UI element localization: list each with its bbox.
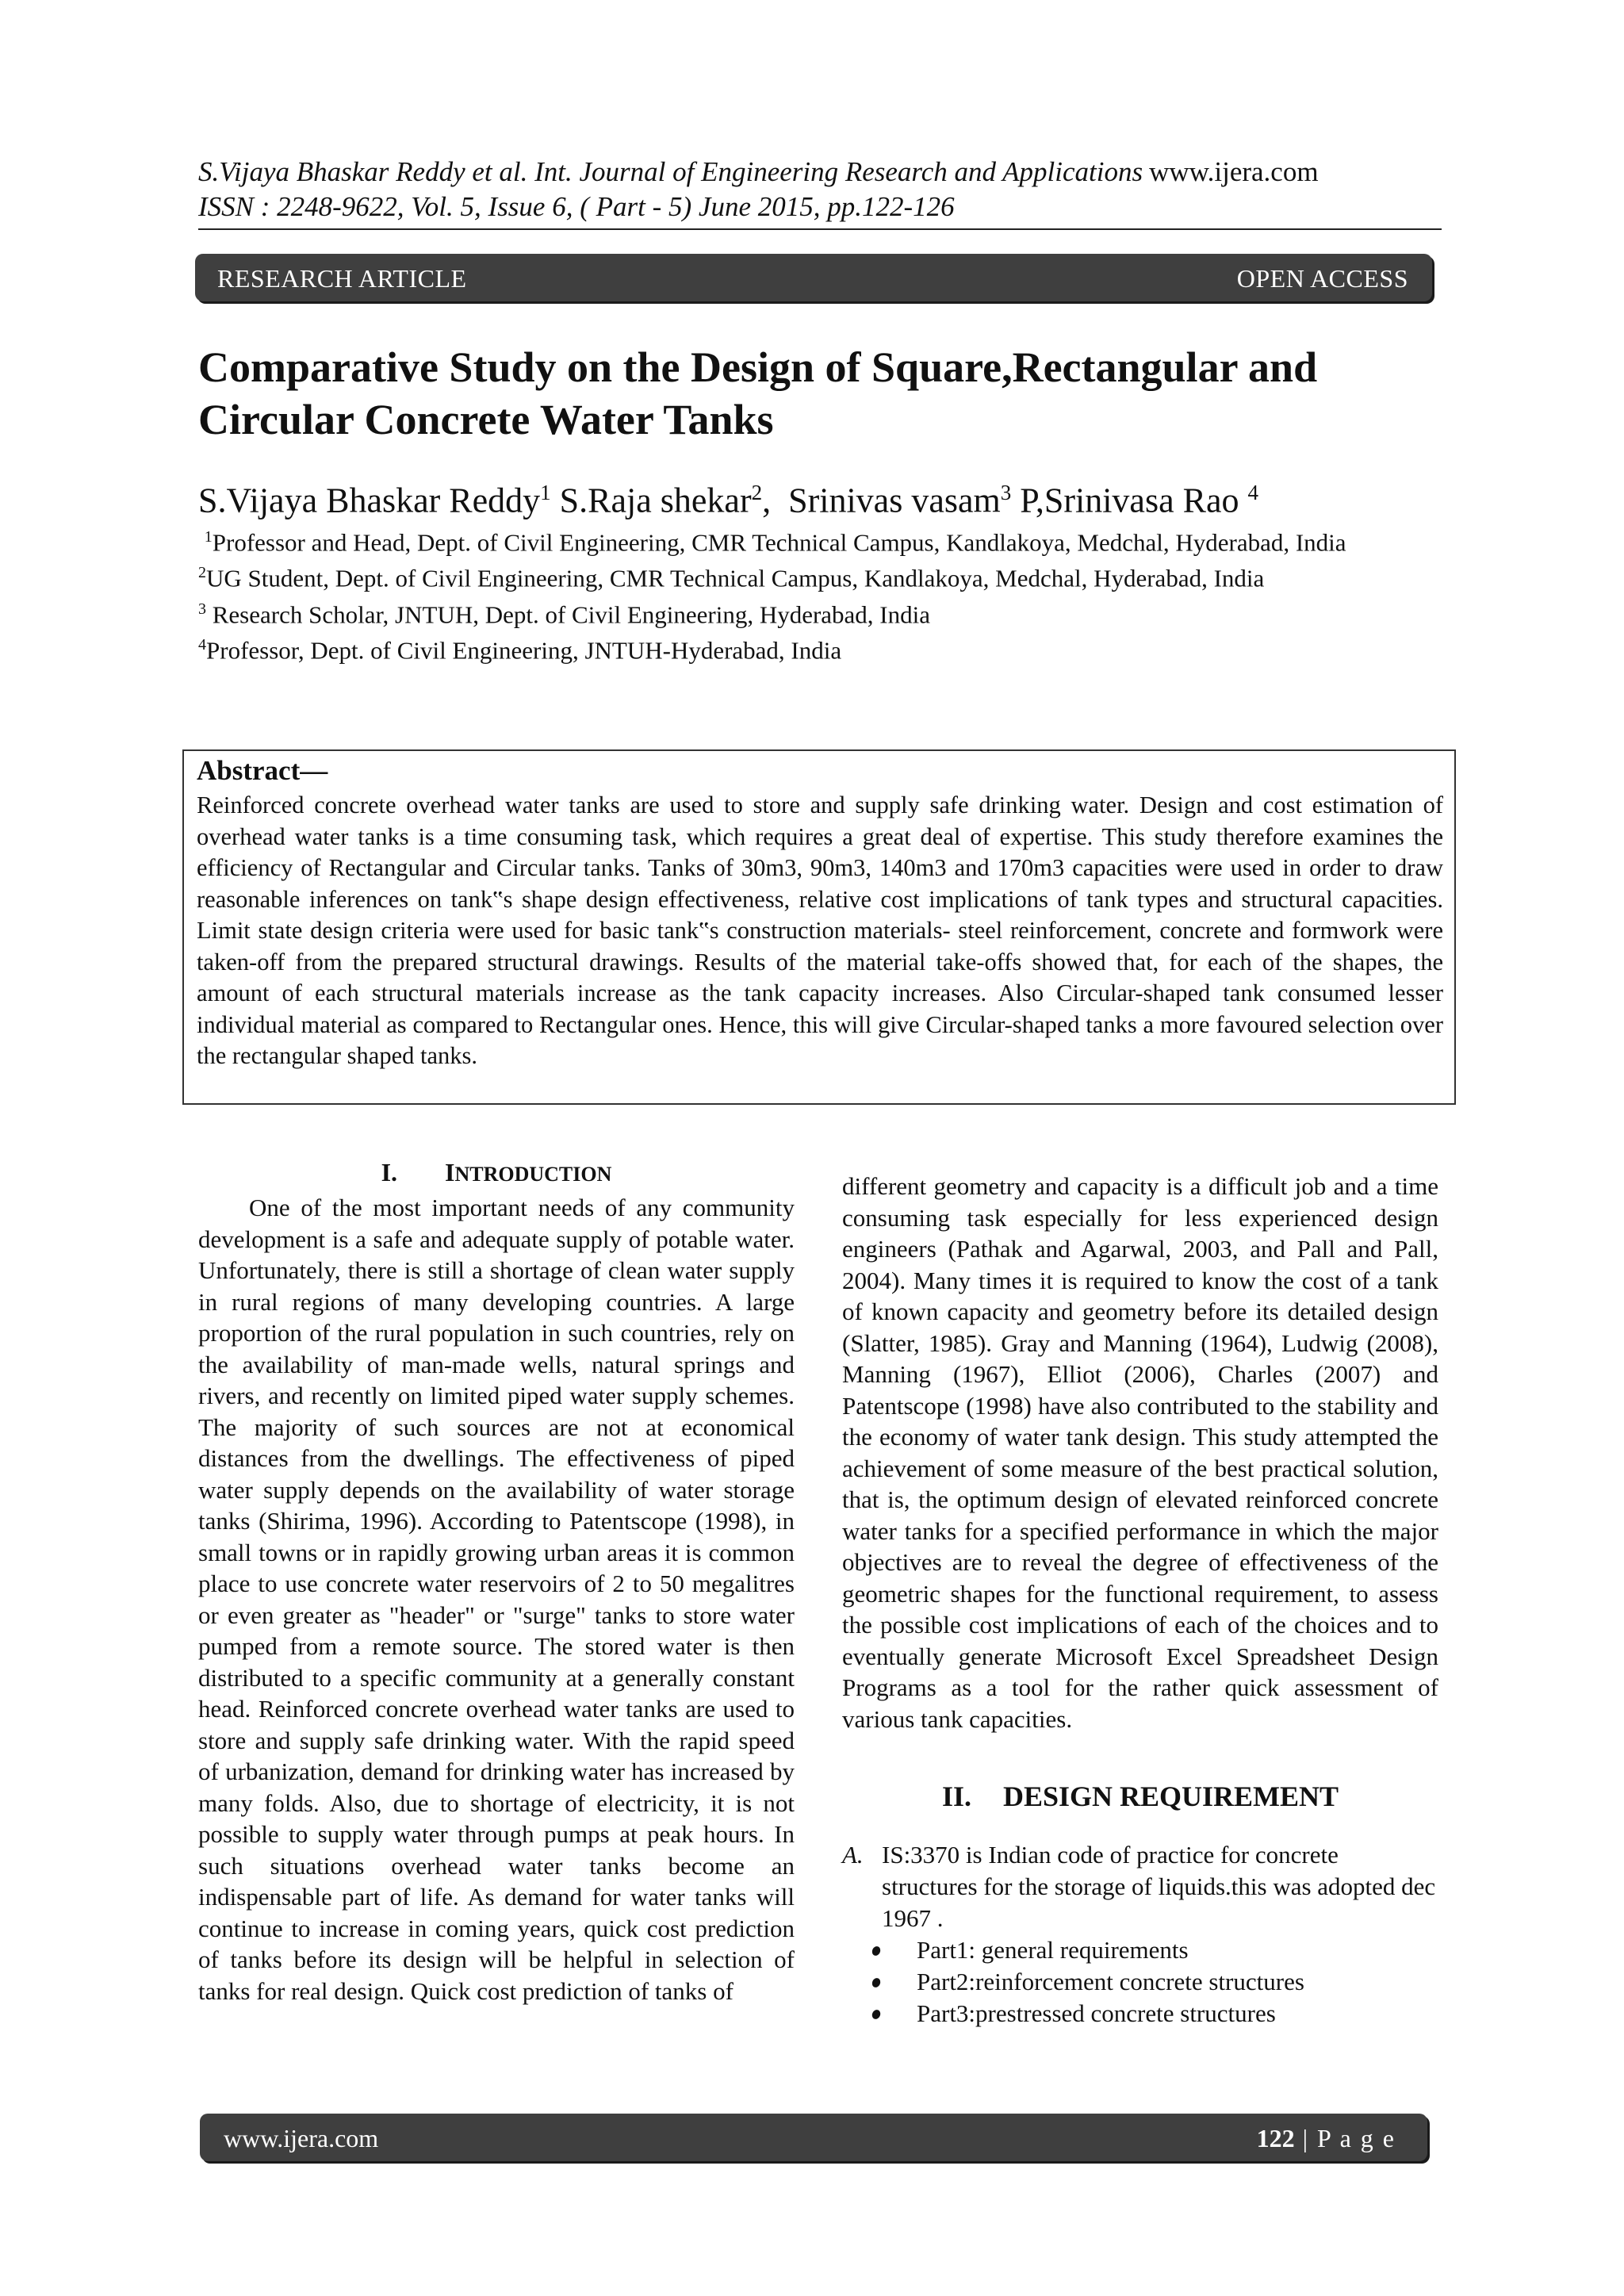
header-website-link[interactable]: www.ijera.com: [1149, 156, 1319, 187]
bullet-icon: [871, 2008, 882, 2020]
affiliation-text: UG Student, Dept. of Civil Engineering, CMR Technical Campus, Kandlakoya, Medchal, Hyderabad, India: [206, 564, 1265, 592]
list-item-text: Part2:reinforcement concrete structures: [917, 1968, 1304, 1995]
author-affiliation-marker: 1: [540, 481, 551, 504]
affiliation-line: [198, 522, 1443, 558]
affiliation-marker: 2: [198, 564, 206, 582]
affiliation-marker: 1: [204, 528, 213, 546]
author-name: Srinivas vasam: [788, 481, 1001, 520]
page-number-label: [1257, 2124, 1396, 2153]
introduction-paragraph: One of the most important needs of any community development is a safe and adequate supply of potable water. Unfortunately, there is still a shortage of clean water supply in rural regions of many developing countries. A large proportion of the rural population in such countries, rely on the availability of man-made wells, natural springs and rivers, and recently on limited piped water supply schemes. The majority of such sources are not at economical distances from the dwellings. The effectiveness of piped water supply depends on the availability of water storage tanks (Shirima, 1996). According to Patentscope (1998), in small towns or in rapidly growing urban areas it is common place to use concrete water reservoirs of 2 to 50 megalitres or even greater as "header" or "surge" tanks to store water pumped from a remote source. The stored water is then distributed to a specific community at a generally constant head. Reinforced concrete overhead water tanks are used to store and supply safe drinking water. With the rapid speed of urbanization, demand for drinking water has increased by many folds. Also, due to shortage of electricity, it is not possible to supply water through pumps at peak hours. In such situations overhead water tanks become an indispensable part of life. As demand for water tanks will continue to increase in coming years, quick cost prediction of tanks before its design will be helpful in selection of tanks for real design. Quick cost prediction of tanks of: [198, 1194, 795, 2005]
footer-website-link[interactable]: www.ijera.com: [224, 2124, 379, 2152]
affiliation-line: [198, 594, 1443, 630]
author-name: S.Vijaya Bhaskar Reddy: [198, 481, 541, 520]
subsection-text: IS:3370 is Indian code of practice for concrete structures for the storage of liquids.this was adopted dec 1967 .: [882, 1841, 1436, 1932]
section-number: II.: [941, 1780, 971, 1812]
section-heading-design-requirement: [842, 1779, 1438, 1814]
running-header-citation: [198, 155, 1319, 189]
page-label: | P a g e: [1294, 2124, 1396, 2152]
author-name: P,Srinivasa Rao: [1020, 481, 1239, 520]
header-divider: [198, 228, 1442, 230]
subsection-label: A.: [842, 1841, 864, 1869]
access-type-label: OPEN ACCESS: [1236, 264, 1408, 293]
page-footer: [200, 2114, 1427, 2161]
running-header-issn: ISSN : 2248-9622, Vol. 5, Issue 6, ( Part - 5) June 2015, pp.122-126: [198, 191, 955, 222]
right-column: [842, 1171, 1438, 2030]
section-title: DESIGN REQUIREMENT: [1002, 1780, 1339, 1812]
list-item: [842, 1966, 1438, 1998]
list-item: [842, 1998, 1438, 2030]
abstract-body: Reinforced concrete overhead water tanks are used to store and supply safe drinking water. Design and cost estimation of overhead water tanks is a time consuming task, which requires a great deal of expertise. This study therefore examines the efficiency of Rectangular and Circular tanks. Tanks of 30m3, 90m3, 140m3 and 170m3 capacities were used in order to draw reasonable inferences on tank‟s shape design effectiveness, relative cost implications of tank types and structural capacities. Limit state design criteria were used for basic tank‟s construction materials- steel reinforcement, concrete and formwork were taken-off from the prepared structural drawings. Results of the material take-offs showed that, for each of the shapes, the amount of each structural materials increase as the tank capacity increases. Also Circular-shaped tank consumed lesser individual material as compared to Rectangular ones. Hence, this will give Circular-shaped tanks a more favoured selection over the rectangular shaped tanks.: [197, 792, 1443, 1069]
bullet-icon: [871, 1945, 882, 1957]
author-affiliation-marker: 4: [1247, 481, 1258, 504]
paper-title: Comparative Study on the Design of Square,Rectangular and Circular Concrete Water Tanks: [198, 343, 1318, 443]
list-item-text: Part3:prestressed concrete structures: [917, 1999, 1276, 2027]
header-citation-text: S.Vijaya Bhaskar Reddy et al. Int. Journal of Engineering Research and Applications: [198, 156, 1143, 187]
affiliation-text: Professor, Dept. of Civil Engineering, JNTUH-Hyderabad, India: [206, 636, 842, 665]
affiliation-line: [198, 630, 1443, 665]
author-list: S.Vijaya Bhaskar Reddy$^1$ S.Raja shekar$^2$, Srinivas vasam$^3$ P,Srinivasa Rao $^4$: [198, 481, 1258, 520]
article-type-banner: [195, 254, 1432, 301]
list-item-text: Part1: general requirements: [917, 1936, 1189, 1964]
list-item: [842, 1934, 1438, 1966]
section-number: I.: [381, 1158, 398, 1186]
bullet-icon: [871, 1976, 882, 1988]
section-title-rest: NTRODUCTION: [454, 1163, 612, 1186]
affiliation-list: [198, 522, 1443, 665]
section-title-initial: I: [445, 1158, 455, 1186]
author-affiliation-marker: 2: [751, 481, 763, 504]
affiliation-line: [198, 558, 1443, 593]
article-type-label: RESEARCH ARTICLE: [217, 264, 467, 293]
introduction-paragraph-continued: different geometry and capacity is a difficult job and a time consuming task especially for less experienced design engineers (Pathak and Agarwal, 2003, and Pall and Pall, 2004). Many times it is required to know the cost of a tank of known capacity and geometry before its detailed design (Slatter, 1985). Gray and Manning (1964), Ludwig (2008), Manning (1967), Elliot (2006), Charles (2007) and Patentscope (1998) have also contributed to the stability and the economy of water tank design. This study attempted the achievement of some measure of the best practical solution, that is, the optimum design of elevated reinforced concrete water tanks for a specified performance in which the major objectives are to reveal the degree of effectiveness of the geometric shapes for the functional requirement, to assess the possible cost implications of each of the choices and to eventually generate Microsoft Excel Spreadsheet Design Programs as a tool for the rather quick assessment of various tank capacities.: [842, 1172, 1438, 1733]
affiliation-marker: 3: [198, 600, 206, 618]
page-number: 122: [1256, 2124, 1295, 2152]
affiliation-text: Research Scholar, JNTUH, Dept. of Civil Engineering, Hyderabad, India: [206, 600, 931, 628]
author-affiliation-marker: 3: [1000, 481, 1012, 504]
subsection-item: [842, 1839, 1438, 1934]
affiliation-text: Professor and Head, Dept. of Civil Engineering, CMR Technical Campus, Kandlakoya, Medchal, Hyderabad, India: [212, 528, 1346, 557]
section-heading-introduction: [198, 1156, 795, 1190]
affiliation-marker: 4: [198, 635, 206, 654]
left-column: [198, 1156, 795, 2007]
abstract-heading: Abstract—: [197, 755, 328, 786]
bullet-list: [842, 1934, 1438, 2030]
author-name: S.Raja shekar: [559, 481, 752, 520]
